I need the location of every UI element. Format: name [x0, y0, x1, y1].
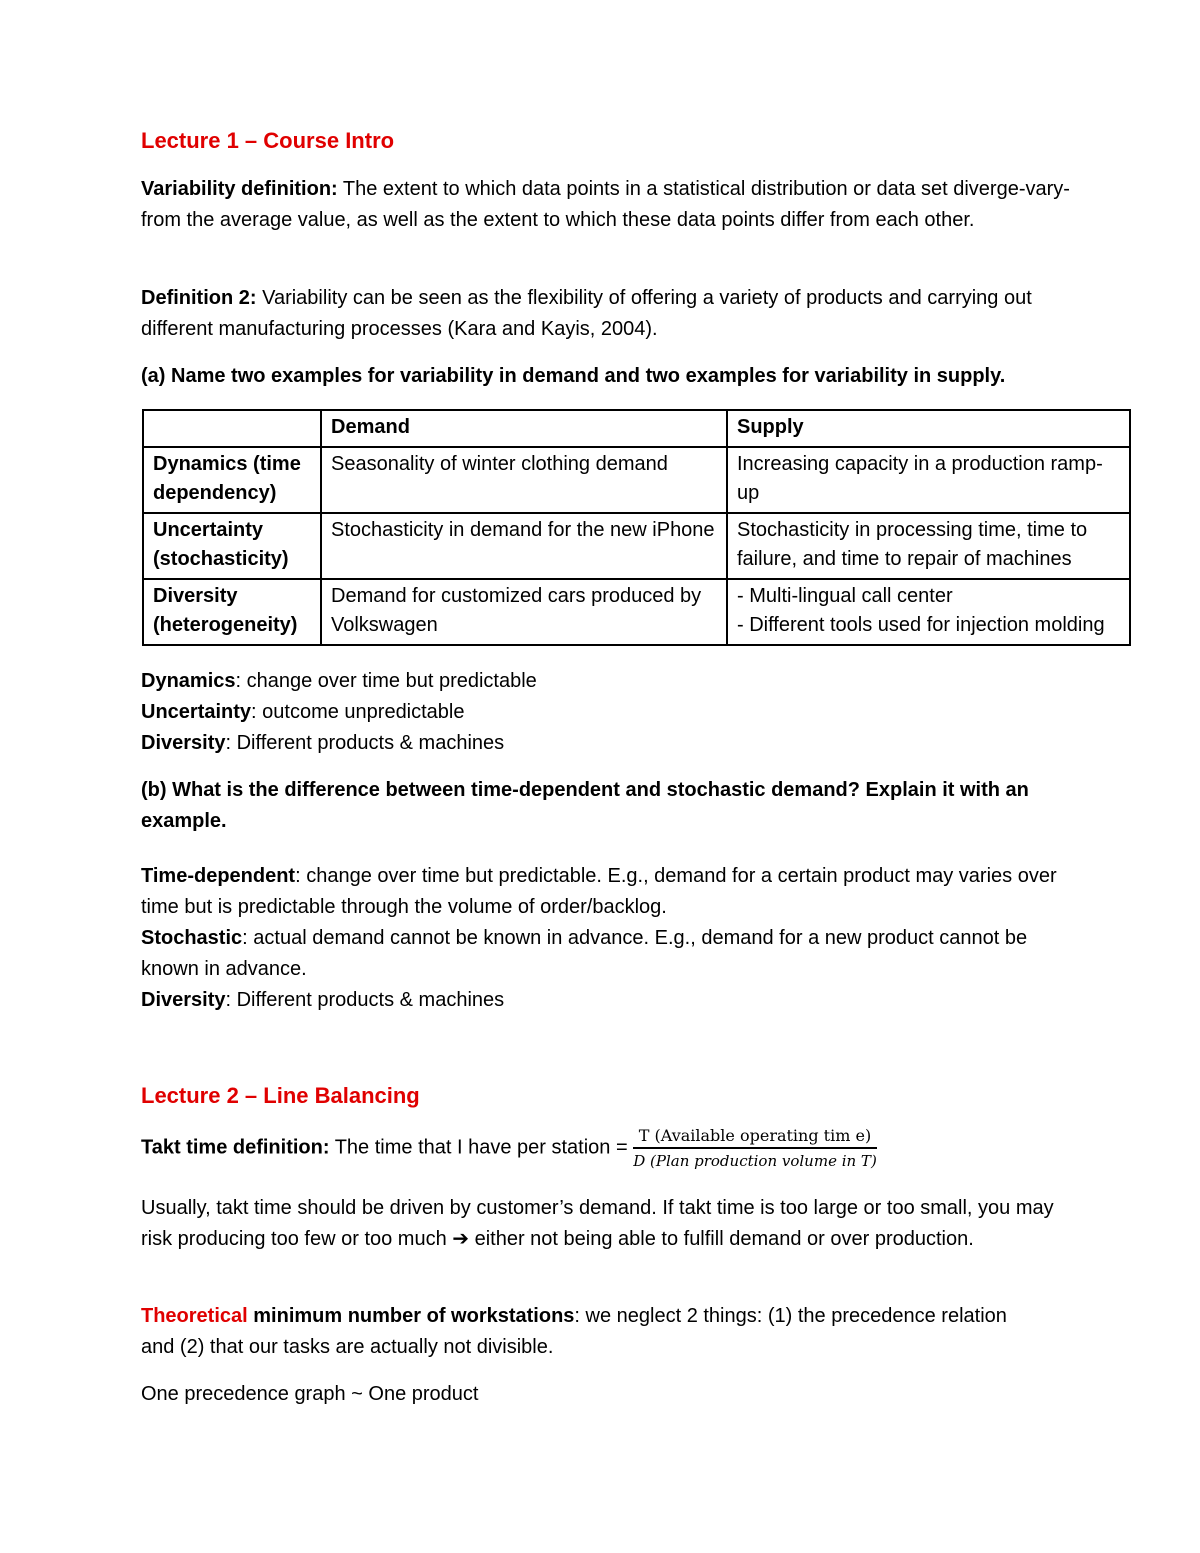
question-b: (b) What is the difference between time-dependent and stochastic demand? Explain it with an example. [141, 779, 1029, 832]
answer-label: Time-dependent [141, 865, 296, 887]
takt-formula-denominator: D (Plan production volume in T) [633, 1152, 877, 1170]
row-label-diversity: Diversity (heterogeneity) [143, 579, 321, 645]
summary-line-uncertainty [141, 697, 1071, 728]
takt-time-label: Takt time definition: [141, 1136, 330, 1159]
row-label-uncertainty: Uncertainty (stochasticity) [143, 513, 321, 579]
variability-definition-text: The extent to which data points in a statistical distribution or data set diverge-vary-from the average value, as well as the extent to which these data points differ from each other. [141, 178, 1070, 231]
answer-label: Diversity [141, 989, 226, 1011]
takt-explanation-part-1: Usually, takt time should be driven by customer’s demand. If takt time is too large or too small, you may risk producing too few or too much [141, 1197, 1054, 1250]
answer-stochastic [141, 923, 1071, 985]
answer-diversity [141, 985, 1071, 1016]
cell-supply-dynamics: Increasing capacity in a production ramp-up [727, 447, 1130, 513]
table-header-empty [143, 410, 321, 447]
lecture-1-heading: Lecture 1 – Course Intro [141, 128, 395, 153]
theoretical-minimum-workstations [141, 1301, 1041, 1363]
precedence-graph-note: One precedence graph ~ One product [141, 1383, 479, 1405]
variability-definition-label: Variability definition: [141, 178, 338, 200]
lecture-2-heading: Lecture 2 – Line Balancing [141, 1083, 420, 1108]
answer-text: : change over time but predictable. E.g., demand for a certain product may varies over time but is predictable through the volume of order/backlog. [141, 865, 1057, 918]
theoretical-label: minimum number of workstations [247, 1305, 575, 1327]
table-row [143, 513, 1130, 579]
takt-time-formula [633, 1126, 877, 1170]
answer-text: : actual demand cannot be known in advance. E.g., demand for a new product cannot be known in advance. [141, 927, 1028, 980]
answers-b [141, 861, 1071, 1016]
summary-label: Diversity [141, 732, 226, 754]
summary-label: Uncertainty [141, 701, 252, 723]
summary-line-diversity [141, 728, 1071, 759]
takt-time-definition [141, 1126, 1141, 1170]
summary-line-dynamics [141, 666, 1071, 697]
cell-supply-uncertainty: Stochasticity in processing time, time to failure, and time to repair of machines [727, 513, 1130, 579]
cell-demand-diversity: Demand for customized cars produced by Volkswagen [321, 579, 727, 645]
answer-text: : Different products & machines [225, 989, 505, 1011]
takt-formula-numerator: T (Available operating tim e) [633, 1126, 877, 1149]
row-label-dynamics: Dynamics (time dependency) [143, 447, 321, 513]
table-row [143, 447, 1130, 513]
theoretical-text: : we neglect 2 things: (1) the precedence relation and (2) that our tasks are actually not divisible. [141, 1305, 1007, 1358]
variability-summary [141, 666, 1071, 759]
cell-demand-uncertainty: Stochasticity in demand for the new iPhone [321, 513, 727, 579]
answer-time-dependent [141, 861, 1071, 923]
cell-demand-dynamics: Seasonality of winter clothing demand [321, 447, 727, 513]
definition-2-text: Variability can be seen as the flexibility of offering a variety of products and carrying out different manufacturing processes (Kara and Kayis, 2004). [141, 287, 1032, 340]
summary-text: : Different products & machines [225, 732, 505, 754]
definition-2-label: Definition 2: [141, 287, 257, 309]
theoretical-word: Theoretical [141, 1305, 248, 1327]
summary-text: : change over time but predictable [235, 670, 537, 692]
supply-diversity-item-2: - Different tools used for injection molding [737, 614, 1105, 636]
takt-time-text: The time that I have per station = [329, 1136, 628, 1159]
variability-definition [141, 174, 1071, 236]
table-header-supply: Supply [727, 410, 1130, 447]
definition-2 [141, 283, 1041, 345]
takt-explanation-part-2: either not being able to fulfill demand or over production. [469, 1228, 974, 1250]
variability-table [142, 409, 1131, 646]
answer-label: Stochastic [141, 927, 243, 949]
takt-time-explanation [141, 1193, 1071, 1255]
cell-supply-diversity [727, 579, 1130, 645]
right-arrow-icon: ➔ [452, 1228, 470, 1250]
summary-text: : outcome unpredictable [251, 701, 465, 723]
table-row [143, 579, 1130, 645]
question-a: (a) Name two examples for variability in demand and two examples for variability in supply. [141, 365, 1006, 387]
summary-label: Dynamics [141, 670, 236, 692]
table-header-row [143, 410, 1130, 447]
supply-diversity-item-1: - Multi-lingual call center [737, 585, 953, 607]
table-header-demand: Demand [321, 410, 727, 447]
